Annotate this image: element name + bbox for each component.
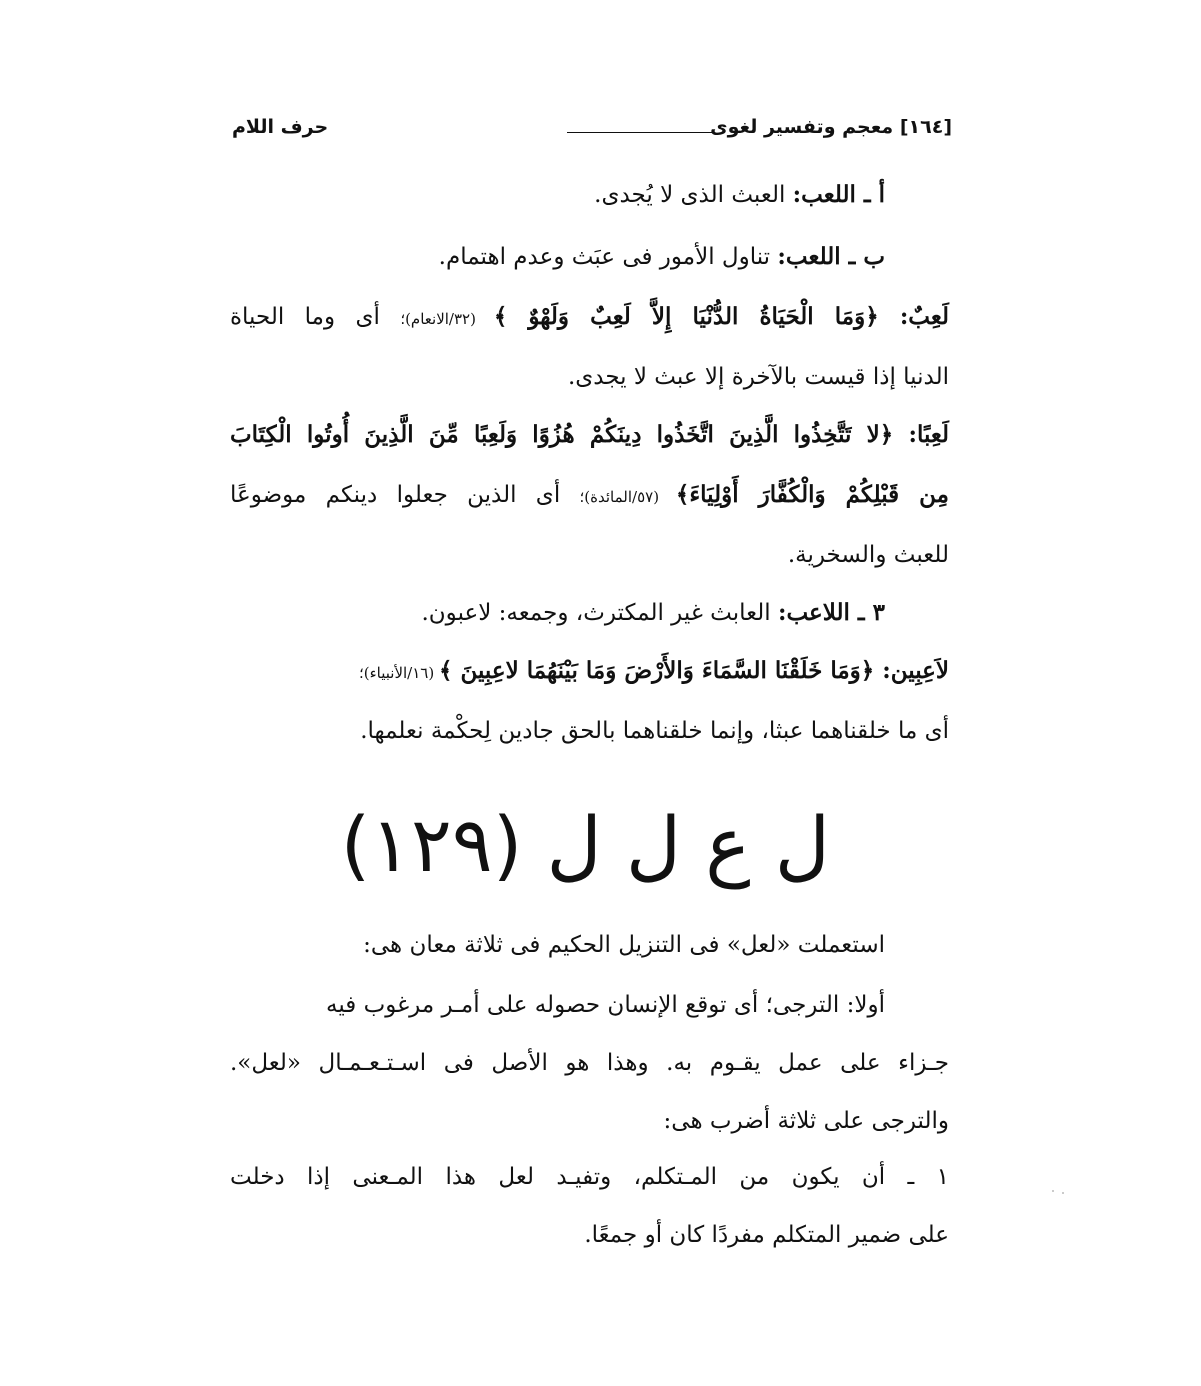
quran-verse: ﴿وَمَا خَلَقْنَا السَّمَاءَ وَالأَرْضَ وَمَا بَيْنَهُمَا لاعِبِينَ ﴾: [438, 657, 883, 684]
entry-text: العبث الذى لا يُجدى.: [594, 182, 793, 208]
entry-text: أى ما خلقناهما عبثا، وإنما خلقناهما بالحق جادين لِحكْمة نعلمها.: [360, 718, 949, 744]
entry-term: أ ـ اللعب:: [792, 181, 885, 208]
entry-text: للعبث والسخرية.: [787, 542, 949, 568]
entry-term: لاَعِبِين:: [882, 657, 949, 684]
section-line: أولا: الترجى؛ أى توقع الإنسان حصوله على أمـر مرغوب فيه: [326, 992, 885, 1018]
entry-line: [359, 654, 949, 690]
entry-line: [788, 538, 949, 572]
section-line: جـزاء على عمل يقـوم به. وهذا هو الأصل فى اسـتـعـمـال «لعل».: [230, 1050, 949, 1076]
verse-reference: (١٦/الأنبياء)؛: [358, 664, 439, 682]
page-number: [١٦٤]: [899, 116, 952, 138]
section-line: استعملت «لعل» فى التنزيل الحكيم فى ثلاثة معان هى:: [363, 932, 885, 958]
book-title: معجم وتفسير لغوى: [710, 116, 894, 138]
running-header: [232, 116, 952, 146]
header-book-info: [710, 116, 952, 138]
quran-verse: ﴿وَمَا الْحَيَاةُ الدُّنْيَا إِلاَّ لَعِبٌ وَلَهْوٌ ﴾: [493, 303, 900, 330]
quran-verse: ﴿لا تَتَّخِذُوا الَّذِينَ اتَّخَذُوا دِينَكُمْ هُزُوًا وَلَعِبًا مِّنَ الَّذِينَ أُوتُوا الْكِتَابَ: [230, 421, 909, 448]
entry-line: [568, 360, 949, 394]
entry-line: [421, 596, 885, 630]
entry-term: ب ـ اللعب:: [777, 243, 885, 270]
entry-text: تناول الأمور فى عبَث وعدم اهتمام.: [438, 244, 778, 270]
entry-line: [230, 418, 949, 452]
section-line: والترجى على ثلاثة أضرب هى:: [663, 1108, 949, 1134]
scan-speck: [1062, 1192, 1064, 1194]
entry-line: [439, 240, 885, 274]
verse-reference: (٣٢/الانعام)؛: [400, 310, 494, 328]
header-rule: [567, 132, 712, 133]
verse-reference: (٥٧/المائدة)؛: [579, 488, 676, 506]
entry-line: [360, 714, 949, 748]
entry-line: [230, 478, 949, 514]
entry-text: العابث غير المكترث، وجمعه: لاعبون.: [421, 600, 778, 626]
section-line: على ضمير المتكلم مفردًا كان أو جمعًا.: [584, 1222, 949, 1248]
section-line: ١ ـ أن يكون من المـتكلم، وتفيـد لعل هذا المـعنى إذا دخلت: [230, 1164, 949, 1190]
entry-text: أى وما الحياة: [230, 304, 401, 330]
entry-text: الدنيا إذا قيست بالآخرة إلا عبث لا يجدى.: [567, 364, 949, 390]
entry-line: [230, 300, 949, 336]
entry-text: أى الذين جعلوا دينكم موضوعًا: [230, 482, 580, 508]
entry-term: ٣ ـ اللاعب:: [777, 599, 885, 626]
quran-verse: مِن قَبْلِكُمْ وَالْكُفَّارَ أَوْلِيَاءَ﴾: [675, 481, 950, 508]
section-title: حرف اللام: [232, 116, 329, 138]
scan-speck: [1052, 1190, 1054, 1192]
entry-term: لَعِبًا:: [908, 421, 949, 448]
entry-line: [594, 178, 885, 212]
entry-term: لَعِبٌ:: [899, 303, 949, 330]
root-heading: ل ع ل ل (١٢٩): [340, 800, 830, 889]
